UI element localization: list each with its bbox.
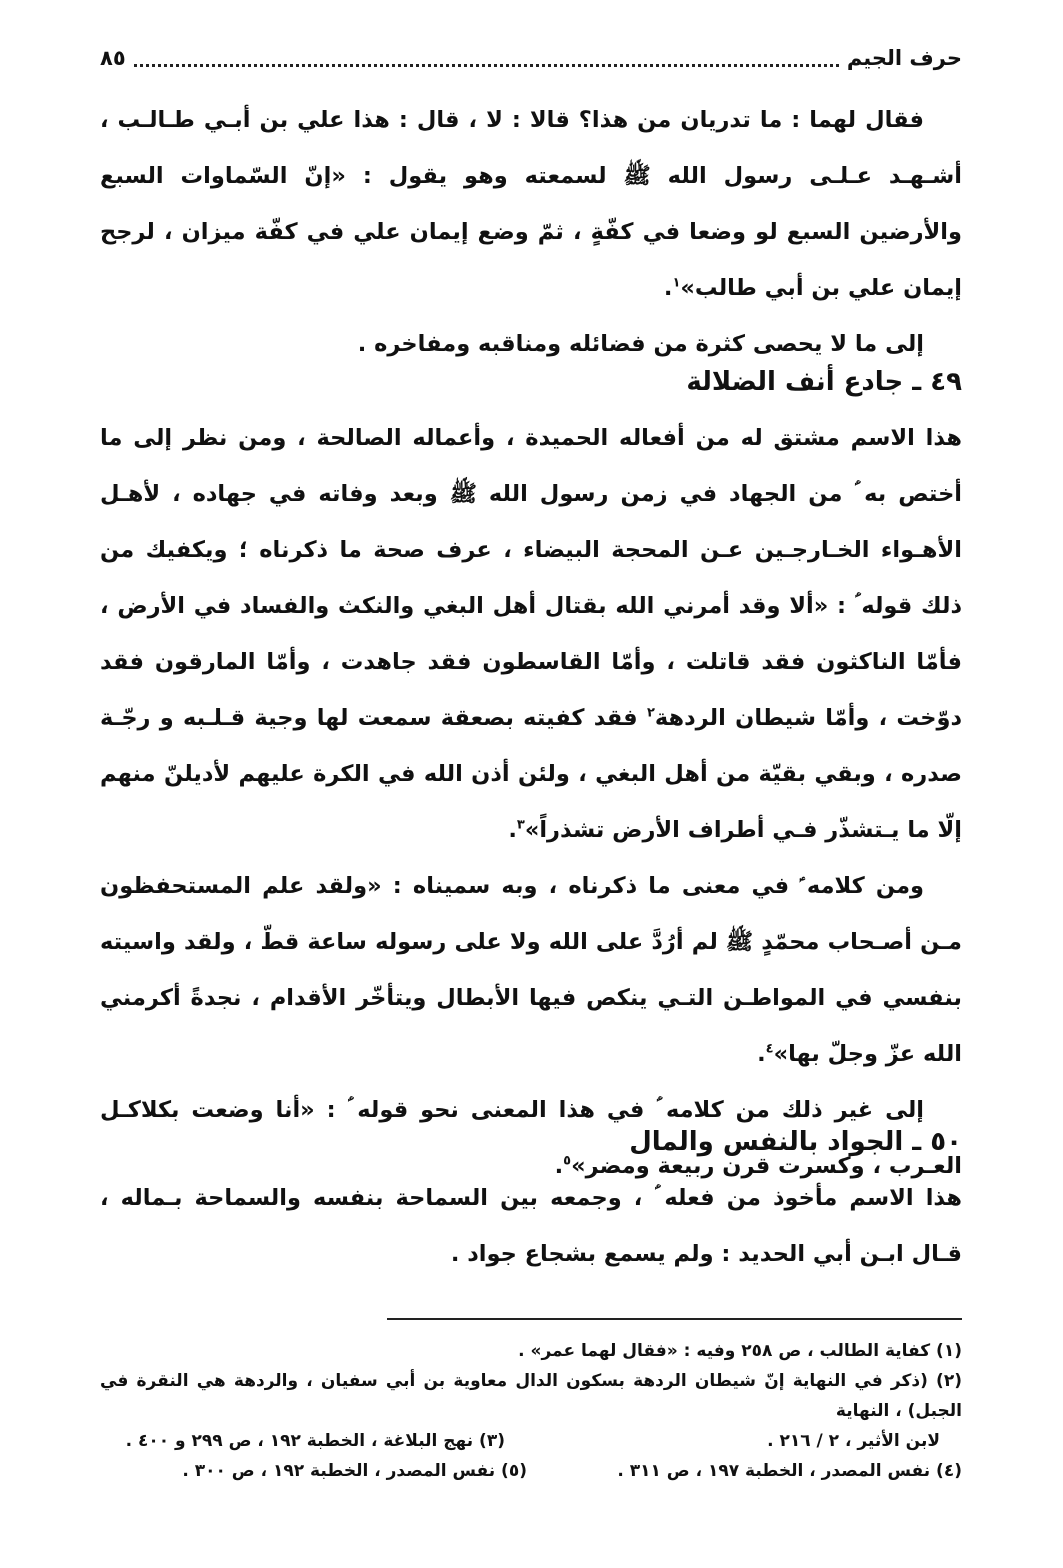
- footnote-3: (٣) نهج البلاغة ، الخطبة ١٩٢ ، ص ٢٩٩ و ٤٠٠ .: [125, 1431, 505, 1451]
- section-49: [100, 354, 962, 1194]
- paragraph: ومن كلامه ؑ في معنى ما ذكرناه ، وبه سميناه : «ولقد علم المستحفظون مـن أصـحاب محمّدٍ ﷺ لم أرُدَّ على الله ولا على رسوله ساعة قطّ ، ولقد واسيته بنفسي في المواطـن التـي ينكص فيها الأبطال ويتأخّر الأقدام ، نجدةً أكرمني الله عزّ وجلّ بها»$^٤$.: [100, 873, 962, 1067]
- footnote-ref[interactable]: ٣: [516, 817, 525, 833]
- page-number: ٨٥: [100, 46, 126, 70]
- paragraph: هذا الاسم مشتق له من أفعاله الحميدة ، وأعماله الصالحة ، ومن نظر إلى ما أختص به ؑ من الجهاد في زمن رسول الله ﷺ وبعد وفاته في جهاده ، لأهـل الأهـواء الخـارجـين عـن المحجة البيضاء ، عرف صحة ما ذكرناه ؛ ويكفيك من ذلك قوله ؑ : «ألا وقد أمرني الله بقتال أهل البغي والنكث والفساد في الأرض ، فأمّا الناكثون فقد قاتلت ، وأمّا القاسطون فقد جاهدت ، وأمّا المارقون فقد دوّخت ، وأمّا شيطان الردهة$^٢$ فقد كفيته بصعقة سمعت لها وجية قـلـبه و رجّـة صدره ، وبقي بقيّة من أهل البغي ، ولئن أذن الله في الكرة عليهم لأديلنّ منهم إلّا ما يـتشذّر فـي أطراف الأرض تشذراً»$^٣$.: [100, 425, 962, 843]
- footnote-2: (٢) (ذكر في النهاية إنّ شيطان الردهة بسكون الدال معاوية بن أبي سفيان ، والردهة هي النقرة في الجبل) ، النهاية: [100, 1371, 962, 1421]
- running-header: [100, 38, 962, 78]
- footnote-row: [100, 1426, 962, 1456]
- footnote-ref[interactable]: ٥: [563, 1153, 572, 1169]
- paragraph: هذا الاسم مأخوذ من فعله ؑ ، وجمعه بين السماحة بنفسه والسماحة بـماله ، قـال ابـن أبي الحديد : ولم يسمع بشجاع جواد .: [100, 1185, 962, 1267]
- paragraph-text: هذا الاسم مشتق له من أفعاله الحميدة ، وأعماله الصالحة ، ومن نظر إلى ما أختص به ؑ من الجهاد في زمن رسول الله ﷺ وبعد وفاته في جهاده ، لأهـل الأهـواء الخـارجـين عـن المحجة البيضاء ، عرف صحة ما ذكرناه ؛ ويكفيك من ذلك قوله ؑ : «ألا وقد أمرني الله بقتال أهل البغي والنكث والفساد في الأرض ، فأمّا الناكثون فقد قاتلت ، وأمّا القاسطون فقد جاهدت ، وأمّا المارقون فقد دوّخت ، وأمّا شيطان الردهة: [100, 425, 962, 731]
- paragraph-text: فقال لهما : ما تدريان من هذا؟ قالا : لا ، قال : هذا علي بن أبـي طـالـب ، أشـهـد عـلـى رسول الله ﷺ لسمعته وهو يقول : «إنّ السّماوات السبع والأرضين السبع لو وضعا في كفّةٍ ، ثمّ وضع إيمان علي في كفّة ميزان ، لرجح إيمان علي بن أبي طالب»: [100, 107, 962, 301]
- footnote-5: (٥) نفس المصدر ، الخطبة ١٩٢ ، ص ٣٠٠ .: [182, 1461, 527, 1481]
- chapter-title: حرف الجيم: [846, 46, 962, 70]
- paragraph: إلى غير ذلك من كلامه ؑ في هذا المعنى نحو قوله ؑ : «أنا وضعت بكلاكـل العـرب ، وكسرت قرن ربيعة ومضر»$^٥$.: [100, 1097, 962, 1179]
- footnote-ref[interactable]: ١: [672, 275, 681, 291]
- footnote-ref[interactable]: ٤: [765, 1041, 774, 1057]
- footnote-ref[interactable]: ٢: [646, 705, 655, 721]
- section-50: [100, 1114, 962, 1282]
- paragraph: فقال لهما : ما تدريان من هذا؟ قالا : لا ، قال : هذا علي بن أبـي طـالـب ، أشـهـد عـلـى رسول الله ﷺ لسمعته وهو يقول : «إنّ السّماوات السبع والأرضين السبع لو وضعا في كفّةٍ ، ثمّ وضع إيمان علي في كفّة ميزان ، لرجح إيمان علي بن أبي طالب»$^١$.: [100, 107, 962, 301]
- footnote-2-continued: لابن الأثير ، ٢ / ٢١٦ .: [767, 1431, 940, 1451]
- footnote-row: [100, 1456, 962, 1486]
- section-heading: ٥٠ ـ الجواد بالنفس والمال: [629, 1127, 962, 1157]
- opening-text: [100, 92, 962, 372]
- dotted-leader: [134, 50, 839, 67]
- footnote-4: (٤) نفس المصدر ، الخطبة ١٩٧ ، ص ٣١١ .: [617, 1461, 962, 1481]
- paragraph: إلى ما لا يحصى كثرة من فضائله ومناقبه ومفاخره .: [357, 331, 924, 357]
- section-heading: ٤٩ ـ جادع أنف الضلالة: [686, 367, 962, 397]
- paragraph-text: ومن كلامه ؑ في معنى ما ذكرناه ، وبه سميناه : «ولقد علم المستحفظون مـن أصـحاب محمّدٍ ﷺ لم أرُدَّ على الله ولا على رسوله ساعة قطّ ، ولقد واسيته بنفسي في المواطـن التـي ينكص فيها الأبطال ويتأخّر الأقدام ، نجدةً أكرمني الله عزّ وجلّ بها»: [100, 873, 962, 1067]
- paragraph-text: إلى غير ذلك من كلامه ؑ في هذا المعنى نحو قوله ؑ : «أنا وضعت بكلاكـل العـرب ، وكسرت قرن ربيعة ومضر»: [100, 1097, 962, 1179]
- paragraph-text: فقد كفيته بصعقة سمعت لها وجية قـلـبه و رجّـة صدره ، وبقي بقيّة من أهل البغي ، ولئن أذن الله في الكرة عليهم لأديلنّ منهم إلّا ما يـتشذّر فـي أطراف الأرض تشذراً»: [100, 705, 962, 843]
- footnote-1: (١) كفاية الطالب ، ص ٢٥٨ وفيه : «فقال لهما عمر» .: [518, 1341, 962, 1361]
- footnotes: [100, 1336, 962, 1486]
- footnote-divider: [387, 1318, 962, 1320]
